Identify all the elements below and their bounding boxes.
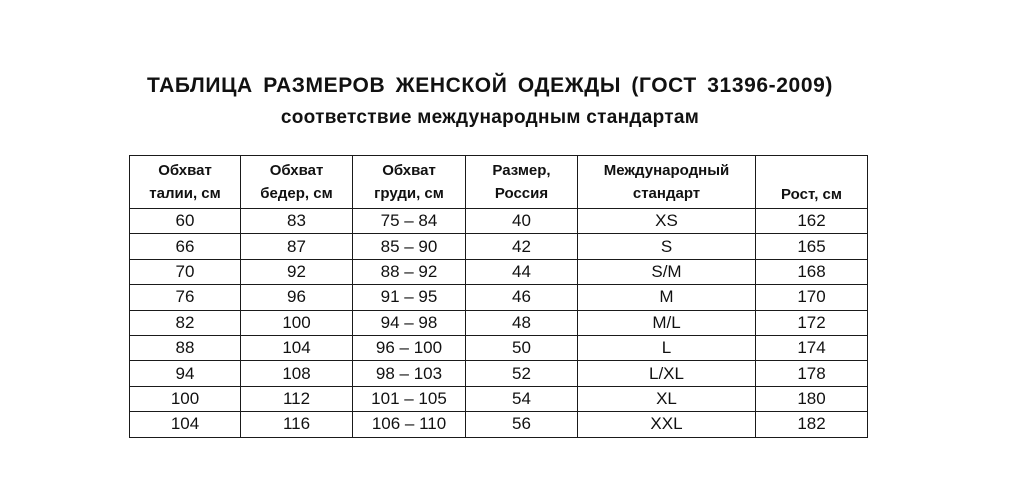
cell-russian-size: 56	[466, 412, 578, 437]
table-header-row	[130, 156, 868, 209]
header-international-line1: Международный	[603, 162, 730, 179]
header-hips-line1: Обхват	[269, 162, 324, 179]
header-russian-size-line1: Размер,	[492, 162, 551, 179]
header-hips-line2: бедер, см	[260, 185, 333, 202]
cell-bust: 85 – 90	[353, 234, 466, 259]
cell-waist: 88	[130, 335, 241, 360]
cell-international-size: XL	[578, 386, 756, 411]
table-row	[130, 234, 868, 259]
header-bust-line1: Обхват	[382, 162, 436, 179]
cell-bust: 94 – 98	[353, 310, 466, 335]
cell-russian-size: 44	[466, 259, 578, 284]
cell-bust: 96 – 100	[353, 335, 466, 360]
header-russian-size-line2: Россия	[494, 185, 549, 202]
cell-bust: 106 – 110	[353, 412, 466, 437]
cell-waist: 66	[130, 234, 241, 259]
header-height-label: Рост, см	[781, 186, 842, 203]
cell-international-size: L	[578, 335, 756, 360]
header-international-standard	[578, 156, 756, 209]
table-row	[130, 386, 868, 411]
cell-bust: 98 – 103	[353, 361, 466, 386]
size-table	[129, 155, 868, 438]
cell-hips: 96	[241, 285, 353, 310]
cell-international-size: S	[578, 234, 756, 259]
cell-bust: 75 – 84	[353, 209, 466, 234]
cell-hips: 92	[241, 259, 353, 284]
table-row	[130, 259, 868, 284]
cell-russian-size: 50	[466, 335, 578, 360]
cell-hips: 112	[241, 386, 353, 411]
header-waist-line1: Обхват	[158, 162, 212, 179]
header-waist-line2: талии, см	[149, 185, 221, 202]
cell-international-size: XS	[578, 209, 756, 234]
cell-russian-size: 54	[466, 386, 578, 411]
cell-russian-size: 46	[466, 285, 578, 310]
cell-hips: 100	[241, 310, 353, 335]
cell-russian-size: 48	[466, 310, 578, 335]
cell-waist: 82	[130, 310, 241, 335]
cell-height: 174	[756, 335, 868, 360]
cell-height: 170	[756, 285, 868, 310]
cell-waist: 76	[130, 285, 241, 310]
cell-waist: 60	[130, 209, 241, 234]
cell-international-size: L/XL	[578, 361, 756, 386]
page-title: ТАБЛИЦА РАЗМЕРОВ ЖЕНСКОЙ ОДЕЖДЫ (ГОСТ 31396-2009)	[147, 74, 833, 97]
cell-hips: 108	[241, 361, 353, 386]
cell-bust: 91 – 95	[353, 285, 466, 310]
cell-height: 182	[756, 412, 868, 437]
cell-russian-size: 52	[466, 361, 578, 386]
cell-height: 168	[756, 259, 868, 284]
cell-height: 172	[756, 310, 868, 335]
header-height	[756, 156, 868, 209]
cell-waist: 104	[130, 412, 241, 437]
cell-height: 162	[756, 209, 868, 234]
cell-bust: 101 – 105	[353, 386, 466, 411]
table-row	[130, 285, 868, 310]
cell-bust: 88 – 92	[353, 259, 466, 284]
cell-hips: 87	[241, 234, 353, 259]
cell-international-size: M	[578, 285, 756, 310]
cell-height: 178	[756, 361, 868, 386]
header-waist	[130, 156, 241, 209]
cell-height: 165	[756, 234, 868, 259]
cell-hips: 83	[241, 209, 353, 234]
cell-hips: 116	[241, 412, 353, 437]
cell-waist: 70	[130, 259, 241, 284]
table-row	[130, 361, 868, 386]
table-row	[130, 335, 868, 360]
header-international-line2: стандарт	[632, 185, 701, 202]
cell-russian-size: 40	[466, 209, 578, 234]
page-subtitle: соответствие международным стандартам	[280, 107, 700, 128]
table-row	[130, 412, 868, 437]
table-row	[130, 310, 868, 335]
cell-hips: 104	[241, 335, 353, 360]
cell-international-size: S/M	[578, 259, 756, 284]
header-bust	[353, 156, 466, 209]
header-russian-size	[466, 156, 578, 209]
cell-international-size: M/L	[578, 310, 756, 335]
table-row	[130, 209, 868, 234]
cell-waist: 94	[130, 361, 241, 386]
header-hips	[241, 156, 353, 209]
cell-height: 180	[756, 386, 868, 411]
cell-waist: 100	[130, 386, 241, 411]
cell-russian-size: 42	[466, 234, 578, 259]
cell-international-size: XXL	[578, 412, 756, 437]
header-bust-line2: груди, см	[374, 185, 444, 202]
